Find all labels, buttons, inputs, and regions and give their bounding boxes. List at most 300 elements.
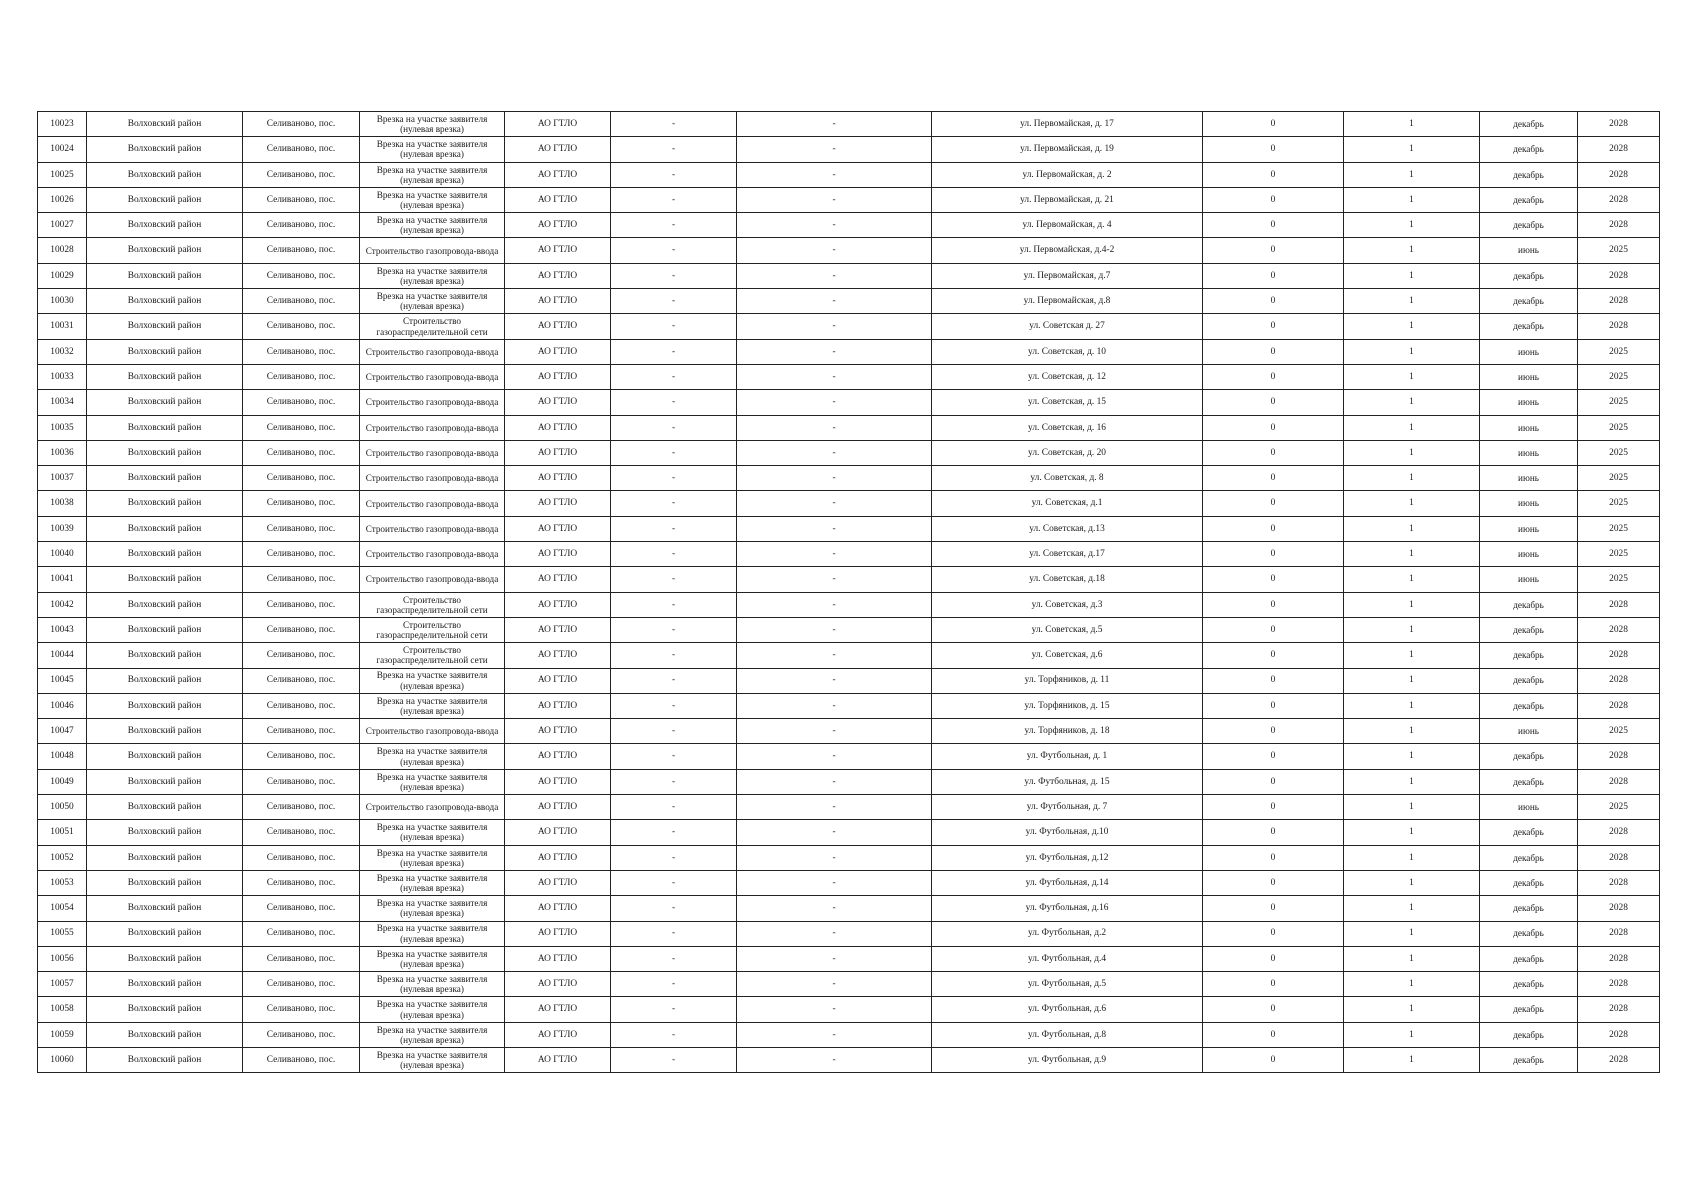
month-cell: декабрь: [1480, 617, 1578, 642]
column-10-cell: 1: [1344, 187, 1480, 212]
work-type-cell: Врезка на участке заявителя (нулевая врезка): [360, 972, 505, 997]
column-6-cell: -: [611, 187, 737, 212]
column-6-cell: -: [611, 592, 737, 617]
column-7-cell: -: [737, 870, 932, 895]
work-type-cell: Строительство газораспределительной сети: [360, 643, 505, 668]
year-cell: 2028: [1578, 946, 1660, 971]
column-7-cell: -: [737, 263, 932, 288]
row-number-cell: 10049: [38, 769, 87, 794]
address-cell: ул. Футбольная, д.16: [932, 896, 1203, 921]
column-7-cell: -: [737, 719, 932, 744]
column-7-cell: -: [737, 112, 932, 137]
month-cell: декабрь: [1480, 972, 1578, 997]
settlement-cell: Селиваново, пос.: [243, 592, 360, 617]
row-number-cell: 10050: [38, 795, 87, 820]
address-cell: ул. Футбольная, д.14: [932, 870, 1203, 895]
settlement-cell: Селиваново, пос.: [243, 137, 360, 162]
column-6-cell: -: [611, 137, 737, 162]
table-row: [38, 542, 1660, 567]
column-9-cell: 0: [1203, 238, 1344, 263]
settlement-cell: Селиваново, пос.: [243, 845, 360, 870]
year-cell: 2028: [1578, 213, 1660, 238]
address-cell: ул. Первомайская, д. 4: [932, 213, 1203, 238]
month-cell: декабрь: [1480, 162, 1578, 187]
year-cell: 2025: [1578, 415, 1660, 440]
year-cell: 2028: [1578, 997, 1660, 1022]
table-row: [38, 390, 1660, 415]
month-cell: июнь: [1480, 390, 1578, 415]
settlement-cell: Селиваново, пос.: [243, 1022, 360, 1047]
table-row: [38, 415, 1660, 440]
month-cell: декабрь: [1480, 921, 1578, 946]
district-cell: Волховский район: [87, 289, 243, 314]
organization-cell: АО ГТЛО: [505, 314, 611, 339]
organization-cell: АО ГТЛО: [505, 921, 611, 946]
settlement-cell: Селиваново, пос.: [243, 617, 360, 642]
address-cell: ул. Первомайская, д. 17: [932, 112, 1203, 137]
row-number-cell: 10039: [38, 516, 87, 541]
address-cell: ул. Футбольная, д. 1: [932, 744, 1203, 769]
work-type-cell: Строительство газопровода-ввода: [360, 415, 505, 440]
work-type-cell: Врезка на участке заявителя (нулевая врезка): [360, 744, 505, 769]
district-cell: Волховский район: [87, 112, 243, 137]
column-7-cell: -: [737, 643, 932, 668]
work-type-cell: Врезка на участке заявителя (нулевая врезка): [360, 921, 505, 946]
address-cell: ул. Торфяников, д. 18: [932, 719, 1203, 744]
row-number-cell: 10053: [38, 870, 87, 895]
row-number-cell: 10060: [38, 1047, 87, 1072]
year-cell: 2025: [1578, 542, 1660, 567]
table-row: [38, 289, 1660, 314]
address-cell: ул. Футбольная, д.5: [932, 972, 1203, 997]
column-7-cell: -: [737, 314, 932, 339]
organization-cell: АО ГТЛО: [505, 972, 611, 997]
organization-cell: АО ГТЛО: [505, 339, 611, 364]
row-number-cell: 10057: [38, 972, 87, 997]
month-cell: декабрь: [1480, 744, 1578, 769]
year-cell: 2025: [1578, 491, 1660, 516]
year-cell: 2028: [1578, 289, 1660, 314]
district-cell: Волховский район: [87, 820, 243, 845]
column-10-cell: 1: [1344, 137, 1480, 162]
organization-cell: АО ГТЛО: [505, 187, 611, 212]
address-cell: ул. Футбольная, д.6: [932, 997, 1203, 1022]
column-10-cell: 1: [1344, 1022, 1480, 1047]
district-cell: Волховский район: [87, 972, 243, 997]
row-number-cell: 10051: [38, 820, 87, 845]
column-10-cell: 1: [1344, 567, 1480, 592]
organization-cell: АО ГТЛО: [505, 719, 611, 744]
organization-cell: АО ГТЛО: [505, 997, 611, 1022]
month-cell: июнь: [1480, 567, 1578, 592]
address-cell: ул. Футбольная, д.2: [932, 921, 1203, 946]
district-cell: Волховский район: [87, 693, 243, 718]
month-cell: июнь: [1480, 795, 1578, 820]
month-cell: июнь: [1480, 364, 1578, 389]
table-row: [38, 238, 1660, 263]
district-cell: Волховский район: [87, 870, 243, 895]
work-type-cell: Врезка на участке заявителя (нулевая врезка): [360, 997, 505, 1022]
district-cell: Волховский район: [87, 1022, 243, 1047]
work-type-cell: Врезка на участке заявителя (нулевая врезка): [360, 820, 505, 845]
column-7-cell: -: [737, 769, 932, 794]
work-type-cell: Врезка на участке заявителя (нулевая врезка): [360, 946, 505, 971]
table-row: [38, 187, 1660, 212]
row-number-cell: 10030: [38, 289, 87, 314]
row-number-cell: 10056: [38, 946, 87, 971]
settlement-cell: Селиваново, пос.: [243, 415, 360, 440]
column-7-cell: -: [737, 997, 932, 1022]
column-10-cell: 1: [1344, 769, 1480, 794]
settlement-cell: Селиваново, пос.: [243, 769, 360, 794]
column-6-cell: -: [611, 364, 737, 389]
column-10-cell: 1: [1344, 162, 1480, 187]
column-9-cell: 0: [1203, 516, 1344, 541]
settlement-cell: Селиваново, пос.: [243, 263, 360, 288]
column-10-cell: 1: [1344, 491, 1480, 516]
row-number-cell: 10040: [38, 542, 87, 567]
column-10-cell: 1: [1344, 997, 1480, 1022]
month-cell: июнь: [1480, 415, 1578, 440]
work-type-cell: Строительство газопровода-ввода: [360, 466, 505, 491]
column-7-cell: -: [737, 1022, 932, 1047]
row-number-cell: 10024: [38, 137, 87, 162]
work-type-cell: Строительство газопровода-ввода: [360, 567, 505, 592]
address-cell: ул. Советская, д. 20: [932, 440, 1203, 465]
district-cell: Волховский район: [87, 719, 243, 744]
table-row: [38, 491, 1660, 516]
district-cell: Волховский район: [87, 415, 243, 440]
work-type-cell: Строительство газораспределительной сети: [360, 592, 505, 617]
address-cell: ул. Советская, д.17: [932, 542, 1203, 567]
column-6-cell: -: [611, 795, 737, 820]
work-type-cell: Строительство газопровода-ввода: [360, 491, 505, 516]
year-cell: 2028: [1578, 1022, 1660, 1047]
organization-cell: АО ГТЛО: [505, 263, 611, 288]
table-row: [38, 567, 1660, 592]
column-6-cell: -: [611, 820, 737, 845]
month-cell: декабрь: [1480, 997, 1578, 1022]
organization-cell: АО ГТЛО: [505, 744, 611, 769]
table-row: [38, 137, 1660, 162]
table-row: [38, 997, 1660, 1022]
settlement-cell: Селиваново, пос.: [243, 820, 360, 845]
year-cell: 2028: [1578, 845, 1660, 870]
year-cell: 2028: [1578, 744, 1660, 769]
settlement-cell: Селиваново, пос.: [243, 744, 360, 769]
address-cell: ул. Советская, д. 10: [932, 339, 1203, 364]
table-row: [38, 845, 1660, 870]
district-cell: Волховский район: [87, 364, 243, 389]
year-cell: 2025: [1578, 516, 1660, 541]
column-10-cell: 1: [1344, 693, 1480, 718]
column-9-cell: 0: [1203, 415, 1344, 440]
district-cell: Волховский район: [87, 946, 243, 971]
year-cell: 2025: [1578, 567, 1660, 592]
year-cell: 2028: [1578, 769, 1660, 794]
organization-cell: АО ГТЛО: [505, 213, 611, 238]
organization-cell: АО ГТЛО: [505, 364, 611, 389]
table-row: [38, 820, 1660, 845]
column-7-cell: -: [737, 440, 932, 465]
organization-cell: АО ГТЛО: [505, 390, 611, 415]
column-7-cell: -: [737, 693, 932, 718]
district-cell: Волховский район: [87, 187, 243, 212]
organization-cell: АО ГТЛО: [505, 238, 611, 263]
column-7-cell: -: [737, 187, 932, 212]
settlement-cell: Селиваново, пос.: [243, 921, 360, 946]
column-10-cell: 1: [1344, 870, 1480, 895]
column-10-cell: 1: [1344, 617, 1480, 642]
column-7-cell: -: [737, 466, 932, 491]
table-row: [38, 440, 1660, 465]
row-number-cell: 10025: [38, 162, 87, 187]
district-cell: Волховский район: [87, 643, 243, 668]
address-cell: ул. Советская, д.5: [932, 617, 1203, 642]
settlement-cell: Селиваново, пос.: [243, 314, 360, 339]
row-number-cell: 10028: [38, 238, 87, 263]
column-10-cell: 1: [1344, 946, 1480, 971]
organization-cell: АО ГТЛО: [505, 542, 611, 567]
column-9-cell: 0: [1203, 997, 1344, 1022]
column-10-cell: 1: [1344, 289, 1480, 314]
row-number-cell: 10059: [38, 1022, 87, 1047]
column-10-cell: 1: [1344, 845, 1480, 870]
column-6-cell: -: [611, 339, 737, 364]
column-10-cell: 1: [1344, 896, 1480, 921]
work-type-cell: Врезка на участке заявителя (нулевая врезка): [360, 162, 505, 187]
organization-cell: АО ГТЛО: [505, 440, 611, 465]
column-6-cell: -: [611, 870, 737, 895]
district-cell: Волховский район: [87, 137, 243, 162]
work-type-cell: Строительство газораспределительной сети: [360, 617, 505, 642]
organization-cell: АО ГТЛО: [505, 668, 611, 693]
column-7-cell: -: [737, 213, 932, 238]
work-type-cell: Строительство газопровода-ввода: [360, 795, 505, 820]
column-9-cell: 0: [1203, 972, 1344, 997]
column-9-cell: 0: [1203, 946, 1344, 971]
column-7-cell: -: [737, 972, 932, 997]
district-cell: Волховский район: [87, 795, 243, 820]
column-10-cell: 1: [1344, 592, 1480, 617]
address-cell: ул. Советская, д. 12: [932, 364, 1203, 389]
address-cell: ул. Советская, д.13: [932, 516, 1203, 541]
column-7-cell: -: [737, 845, 932, 870]
month-cell: июнь: [1480, 466, 1578, 491]
table-row: [38, 112, 1660, 137]
column-9-cell: 0: [1203, 896, 1344, 921]
table-body: [38, 112, 1660, 1073]
table-row: [38, 643, 1660, 668]
row-number-cell: 10042: [38, 592, 87, 617]
column-10-cell: 1: [1344, 339, 1480, 364]
column-9-cell: 0: [1203, 567, 1344, 592]
table-row: [38, 364, 1660, 389]
district-cell: Волховский район: [87, 542, 243, 567]
row-number-cell: 10045: [38, 668, 87, 693]
column-10-cell: 1: [1344, 364, 1480, 389]
row-number-cell: 10027: [38, 213, 87, 238]
settlement-cell: Селиваново, пос.: [243, 491, 360, 516]
address-cell: ул. Советская д. 27: [932, 314, 1203, 339]
column-9-cell: 0: [1203, 162, 1344, 187]
table-row: [38, 946, 1660, 971]
district-cell: Волховский район: [87, 491, 243, 516]
column-6-cell: -: [611, 516, 737, 541]
column-9-cell: 0: [1203, 769, 1344, 794]
column-10-cell: 1: [1344, 795, 1480, 820]
organization-cell: АО ГТЛО: [505, 137, 611, 162]
table-row: [38, 592, 1660, 617]
month-cell: июнь: [1480, 339, 1578, 364]
work-type-cell: Строительство газопровода-ввода: [360, 719, 505, 744]
address-cell: ул. Футбольная, д. 7: [932, 795, 1203, 820]
column-9-cell: 0: [1203, 592, 1344, 617]
organization-cell: АО ГТЛО: [505, 1047, 611, 1072]
year-cell: 2025: [1578, 440, 1660, 465]
column-6-cell: -: [611, 972, 737, 997]
month-cell: декабрь: [1480, 769, 1578, 794]
address-cell: ул. Футбольная, д.4: [932, 946, 1203, 971]
settlement-cell: Селиваново, пос.: [243, 997, 360, 1022]
work-type-cell: Строительство газопровода-ввода: [360, 339, 505, 364]
column-9-cell: 0: [1203, 617, 1344, 642]
column-7-cell: -: [737, 137, 932, 162]
table-row: [38, 516, 1660, 541]
column-6-cell: -: [611, 845, 737, 870]
column-7-cell: -: [737, 567, 932, 592]
address-cell: ул. Футбольная, д.8: [932, 1022, 1203, 1047]
column-10-cell: 1: [1344, 390, 1480, 415]
district-cell: Волховский район: [87, 314, 243, 339]
district-cell: Волховский район: [87, 744, 243, 769]
column-9-cell: 0: [1203, 364, 1344, 389]
column-10-cell: 1: [1344, 314, 1480, 339]
column-10-cell: 1: [1344, 972, 1480, 997]
column-6-cell: -: [611, 542, 737, 567]
year-cell: 2028: [1578, 592, 1660, 617]
column-7-cell: -: [737, 744, 932, 769]
table-row: [38, 162, 1660, 187]
column-9-cell: 0: [1203, 314, 1344, 339]
work-type-cell: Строительство газопровода-ввода: [360, 364, 505, 389]
column-9-cell: 0: [1203, 187, 1344, 212]
address-cell: ул. Первомайская, д. 2: [932, 162, 1203, 187]
month-cell: декабрь: [1480, 1022, 1578, 1047]
address-cell: ул. Советская, д. 8: [932, 466, 1203, 491]
row-number-cell: 10043: [38, 617, 87, 642]
district-cell: Волховский район: [87, 592, 243, 617]
table-row: [38, 1022, 1660, 1047]
table-row: [38, 972, 1660, 997]
organization-cell: АО ГТЛО: [505, 769, 611, 794]
column-7-cell: -: [737, 390, 932, 415]
column-7-cell: -: [737, 491, 932, 516]
settlement-cell: Селиваново, пос.: [243, 238, 360, 263]
row-number-cell: 10026: [38, 187, 87, 212]
settlement-cell: Селиваново, пос.: [243, 542, 360, 567]
column-7-cell: -: [737, 415, 932, 440]
column-6-cell: -: [611, 1022, 737, 1047]
column-6-cell: -: [611, 1047, 737, 1072]
year-cell: 2028: [1578, 896, 1660, 921]
work-type-cell: Врезка на участке заявителя (нулевая врезка): [360, 112, 505, 137]
organization-cell: АО ГТЛО: [505, 592, 611, 617]
organization-cell: АО ГТЛО: [505, 617, 611, 642]
year-cell: 2025: [1578, 339, 1660, 364]
table-row: [38, 795, 1660, 820]
year-cell: 2028: [1578, 668, 1660, 693]
organization-cell: АО ГТЛО: [505, 516, 611, 541]
column-6-cell: -: [611, 289, 737, 314]
gasification-schedule-table: [37, 111, 1660, 1073]
year-cell: 2028: [1578, 112, 1660, 137]
work-type-cell: Врезка на участке заявителя (нулевая врезка): [360, 213, 505, 238]
table-row: [38, 466, 1660, 491]
column-6-cell: -: [611, 213, 737, 238]
column-6-cell: -: [611, 693, 737, 718]
row-number-cell: 10033: [38, 364, 87, 389]
month-cell: декабрь: [1480, 289, 1578, 314]
column-6-cell: -: [611, 769, 737, 794]
organization-cell: АО ГТЛО: [505, 162, 611, 187]
column-6-cell: -: [611, 390, 737, 415]
work-type-cell: Строительство газораспределительной сети: [360, 314, 505, 339]
settlement-cell: Селиваново, пос.: [243, 946, 360, 971]
organization-cell: АО ГТЛО: [505, 870, 611, 895]
year-cell: 2025: [1578, 390, 1660, 415]
work-type-cell: Строительство газопровода-ввода: [360, 238, 505, 263]
column-9-cell: 0: [1203, 820, 1344, 845]
district-cell: Волховский район: [87, 162, 243, 187]
row-number-cell: 10031: [38, 314, 87, 339]
table-row: [38, 693, 1660, 718]
column-7-cell: -: [737, 1047, 932, 1072]
address-cell: ул. Первомайская, д.7: [932, 263, 1203, 288]
column-7-cell: -: [737, 896, 932, 921]
settlement-cell: Селиваново, пос.: [243, 516, 360, 541]
organization-cell: АО ГТЛО: [505, 1022, 611, 1047]
settlement-cell: Селиваново, пос.: [243, 972, 360, 997]
column-9-cell: 0: [1203, 390, 1344, 415]
row-number-cell: 10054: [38, 896, 87, 921]
year-cell: 2028: [1578, 693, 1660, 718]
table-row: [38, 769, 1660, 794]
district-cell: Волховский район: [87, 997, 243, 1022]
column-10-cell: 1: [1344, 744, 1480, 769]
year-cell: 2028: [1578, 820, 1660, 845]
month-cell: декабрь: [1480, 896, 1578, 921]
row-number-cell: 10048: [38, 744, 87, 769]
column-6-cell: -: [611, 466, 737, 491]
year-cell: 2025: [1578, 364, 1660, 389]
column-10-cell: 1: [1344, 263, 1480, 288]
column-9-cell: 0: [1203, 1022, 1344, 1047]
column-10-cell: 1: [1344, 415, 1480, 440]
organization-cell: АО ГТЛО: [505, 845, 611, 870]
column-7-cell: -: [737, 289, 932, 314]
month-cell: декабрь: [1480, 213, 1578, 238]
column-6-cell: -: [611, 668, 737, 693]
settlement-cell: Селиваново, пос.: [243, 466, 360, 491]
work-type-cell: Врезка на участке заявителя (нулевая врезка): [360, 845, 505, 870]
organization-cell: АО ГТЛО: [505, 491, 611, 516]
work-type-cell: Врезка на участке заявителя (нулевая врезка): [360, 1047, 505, 1072]
organization-cell: АО ГТЛО: [505, 946, 611, 971]
column-9-cell: 0: [1203, 137, 1344, 162]
column-9-cell: 0: [1203, 795, 1344, 820]
column-10-cell: 1: [1344, 542, 1480, 567]
